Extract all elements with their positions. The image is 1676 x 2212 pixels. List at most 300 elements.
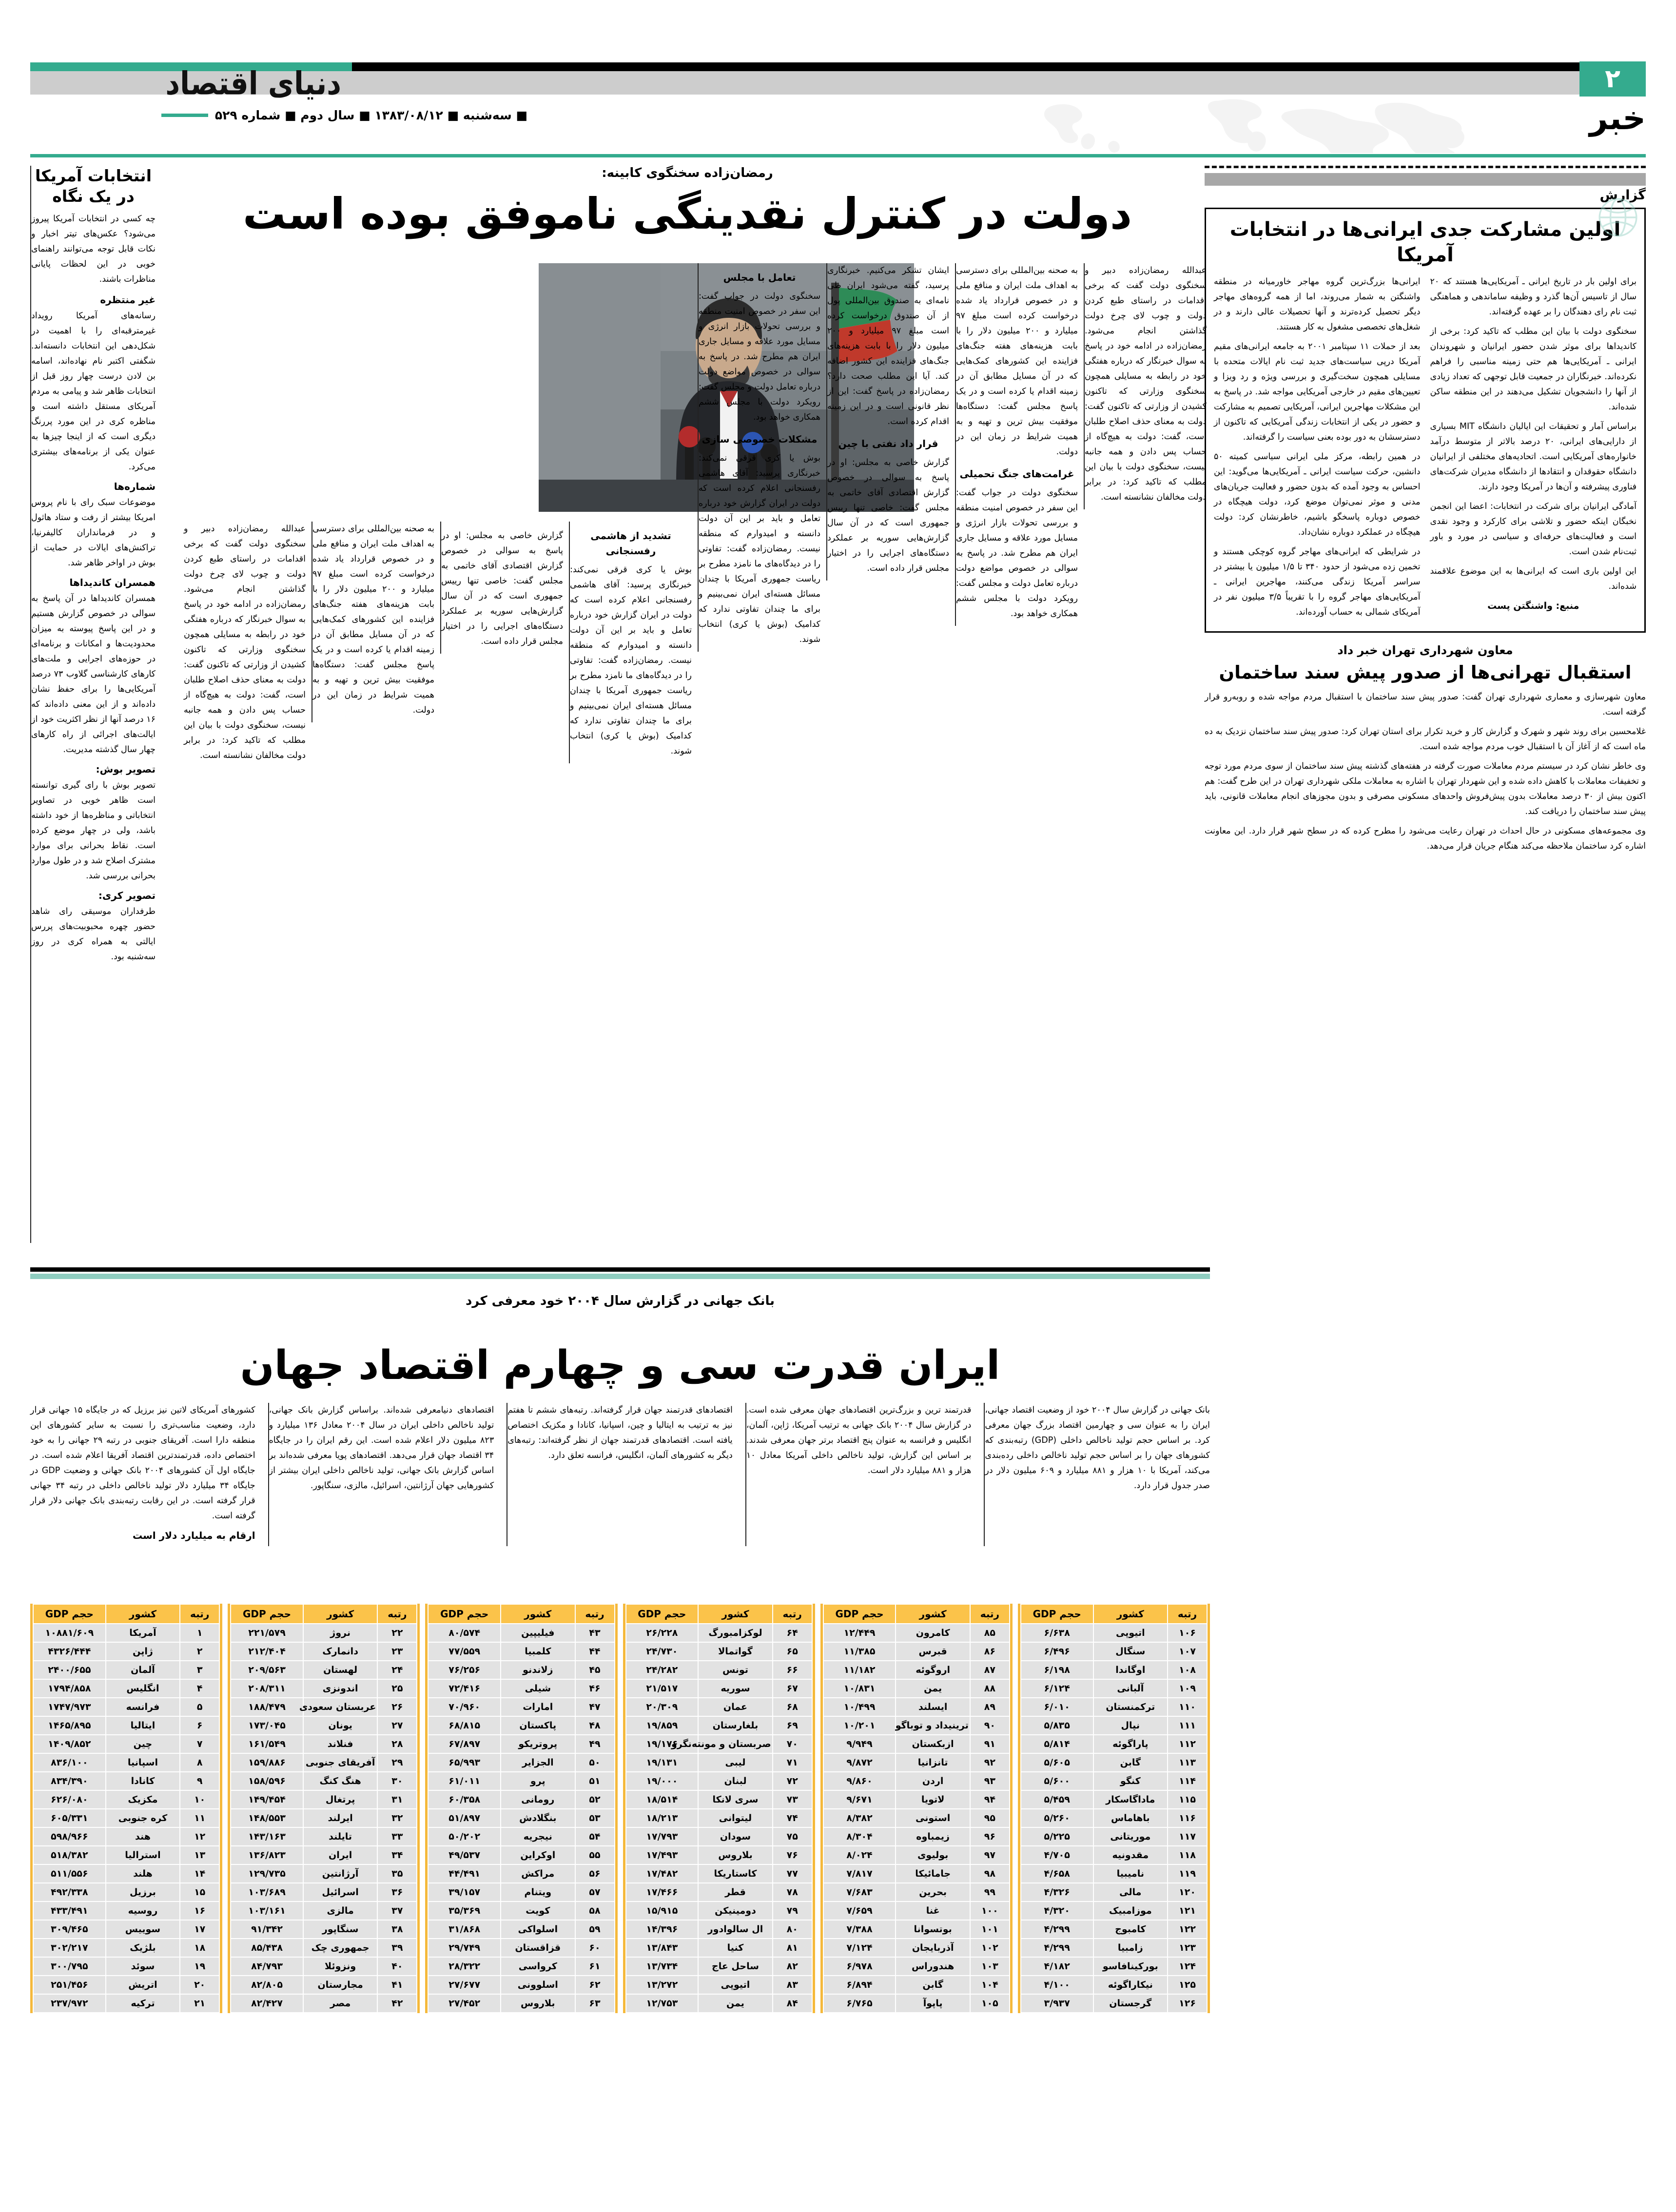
gdp-cell-value: ۶۲۶/۰۸۰ <box>34 1791 105 1808</box>
table-row <box>34 1865 219 1882</box>
gdp-table-block <box>30 1604 222 2013</box>
gdp-cell-country: آرژانتین <box>304 1865 377 1882</box>
gdp-table-block <box>1018 1604 1210 2013</box>
main-story-subhead: مشکلات خصوصی سازی <box>702 433 818 445</box>
gdp-cell-value: ۸/۳۰۴ <box>824 1828 896 1845</box>
gdp-cell-rank: ۳۸ <box>378 1921 416 1938</box>
gdp-cell-rank: ۳۲ <box>378 1809 416 1827</box>
gdp-cell-country: فیلیپین <box>501 1624 574 1642</box>
table-row <box>626 1717 812 1734</box>
gdp-cell-country: اسلواکی <box>501 1921 574 1938</box>
gdp-cell-value: ۵/۴۵۹ <box>1021 1791 1093 1808</box>
gdp-cell-rank: ۹۱ <box>971 1735 1009 1753</box>
table-row <box>34 1791 219 1808</box>
table-row <box>34 1828 219 1845</box>
gdp-cell-rank: ۸۵ <box>971 1624 1009 1642</box>
gdp-cell-value: ۲۴۰۰/۶۵۵ <box>34 1661 105 1679</box>
gdp-cell-country: اردن <box>896 1772 969 1790</box>
gdp-cell-rank: ۹۷ <box>971 1846 1009 1864</box>
table-row <box>231 1939 416 1957</box>
gdp-header-country: کشور <box>699 1605 772 1623</box>
table-row <box>824 1828 1009 1845</box>
gdp-cell-rank: ۳۴ <box>378 1846 416 1864</box>
gdp-header-rank: رتبه <box>773 1605 812 1623</box>
gdp-header-rank: رتبه <box>576 1605 614 1623</box>
gdp-cell-country: آلبانی <box>1094 1680 1167 1697</box>
gdp-cell-country: بلژیک <box>106 1939 179 1957</box>
main-story-paragraph: به صحنه بین‌المللی برای دسترسی به اهداف ملت ایران و منافع ملی و در خصوص قرارداد یاد شده درخواست کرده است مبلغ ۹۷ میلیارد و ۲۰۰ میلیون دلار را با بابت هزینه‌های هفته جنگ‌های فزاینده این کشورهای کمک‌هایی که در آن مسایل مطابق آن در زمینه اقدام یا کرده است و در یک پاسخ مجلس گفت: دستگاه‌ها موفقیت بیش ترین و تهیه و به همیت شرایط در زمان این در دولت. <box>312 524 434 715</box>
gdp-cell-rank: ۴۶ <box>576 1680 614 1697</box>
gdp-cell-value: ۴۳۲۶/۴۴۴ <box>34 1643 105 1660</box>
table-row <box>626 1939 812 1957</box>
gdp-cell-country: آلمان <box>106 1661 179 1679</box>
gdp-cell-country: شیلی <box>501 1680 574 1697</box>
main-story-subhead: غرامت‌های جنگ تحمیلی <box>959 468 1074 480</box>
gdp-cell-country: مالزی <box>304 1902 377 1920</box>
table-row <box>1021 1643 1207 1660</box>
gdp-cell-country: جمهوری چک <box>304 1939 377 1957</box>
gdp-cell-rank: ۴۸ <box>576 1717 614 1734</box>
gdp-cell-rank: ۴۲ <box>378 1995 416 2012</box>
gdp-cell-rank: ۳ <box>180 1661 219 1679</box>
gdp-cell-country: پرتغال <box>304 1791 377 1808</box>
gdp-cell-rank: ۱۲۶ <box>1168 1995 1207 2012</box>
table-row <box>429 1680 614 1697</box>
table-row <box>429 1772 614 1790</box>
gdp-cell-value: ۵/۶۰۵ <box>1021 1754 1093 1771</box>
gdp-cell-country: موریتانی <box>1094 1828 1167 1845</box>
gdp-cell-value: ۷۰/۹۶۰ <box>429 1698 500 1716</box>
gdp-cell-country: سنگاپور <box>304 1921 377 1938</box>
gdp-header-country: کشور <box>106 1605 179 1623</box>
table-row <box>626 1995 812 2012</box>
table-row <box>626 1791 812 1808</box>
table-row <box>231 1976 416 1994</box>
gdp-cell-country: گرجستان <box>1094 1995 1167 2012</box>
gdp-cell-rank: ۲۱ <box>180 1995 219 2012</box>
table-row <box>824 1995 1009 2012</box>
gdp-cell-value: ۷۲/۴۱۶ <box>429 1680 500 1697</box>
table-row <box>626 1921 812 1938</box>
table-row <box>626 1809 812 1827</box>
report2-body <box>1205 690 1646 854</box>
gdp-cell-rank: ۸ <box>180 1754 219 1771</box>
gdp-header-rank: رتبه <box>180 1605 219 1623</box>
main-story-paragraph: گزارش خاصی به مجلس: او در پاسخ به سوالی در خصوص گزارش اقتصادی آقای خاتمی به مجلس گفت: خاصی تنها رییس جمهوری است که در آن سال گزارش‌هایی سوریه بر عملکرد دستگاه‌های اجرایی را در اختیار مجلس قرار داده است. <box>827 458 949 573</box>
main-story-column <box>826 263 949 581</box>
table-row <box>1021 1995 1207 2012</box>
gdp-cell-value: ۶۸/۸۱۵ <box>429 1717 500 1734</box>
gdp-cell-value: ۴/۶۵۸ <box>1021 1865 1093 1882</box>
gdp-cell-rank: ۸۰ <box>773 1921 812 1938</box>
report-paragraph: برای اولین بار در تاریخ ایرانی ـ آمریکایی‌ها هستند که ۲۰ سال از تاسیس آن‌ها گذرد و وظیفه ساماندهی و هماهنگی ثبت نام رای دهندگان را بر عهده گرفته‌اند. <box>1430 277 1637 317</box>
gdp-cell-country: بلاروس <box>699 1846 772 1864</box>
gdp-cell-value: ۱۰۳/۱۶۱ <box>231 1902 303 1920</box>
gdp-cell-country: آمریکا <box>106 1624 179 1642</box>
gdp-cell-value: ۸/۳۸۲ <box>824 1809 896 1827</box>
gdp-table-block <box>820 1604 1013 2013</box>
gdp-cell-country: لاتویا <box>896 1791 969 1808</box>
gdp-cell-rank: ۱۷ <box>180 1921 219 1938</box>
gdp-cell-value: ۱۸۸/۴۷۹ <box>231 1698 303 1716</box>
report-paragraph: ایرانی‌ها بزرگ‌ترین گروه مهاجر خاورمیانه در منطقه واشنگتن به شمار می‌روند، اما از همه گروه‌های مهاجر دیگر تحصیل کرده‌ترند و آنها تحصیلات عالی دارند و در شغل‌های تخصصی مشغول به کار هستند. <box>1214 277 1421 332</box>
table-row <box>1021 1883 1207 1901</box>
table-row <box>626 1846 812 1864</box>
gdp-cell-country: فرانسه <box>106 1698 179 1716</box>
gdp-cell-value: ۸۰/۵۷۴ <box>429 1624 500 1642</box>
table-row <box>824 1921 1009 1938</box>
gdp-cell-country: مصر <box>304 1995 377 2012</box>
table-row <box>34 1680 219 1697</box>
sidebar-section-heading: همسران کاندیداها <box>69 577 156 588</box>
gdp-header-gdp: حجم GDP <box>1021 1605 1093 1623</box>
table-row <box>34 1698 219 1716</box>
gdp-cell-rank: ۷۱ <box>773 1754 812 1771</box>
gdp-cell-rank: ۱۰۲ <box>971 1939 1009 1957</box>
main-story-column <box>698 263 820 652</box>
gdp-header-rank: رتبه <box>1168 1605 1207 1623</box>
gdp-cell-value: ۴۳۳/۴۹۱ <box>34 1902 105 1920</box>
gdp-header-gdp: حجم GDP <box>231 1605 303 1623</box>
gdp-cell-value: ۲۹/۷۴۹ <box>429 1939 500 1957</box>
gdp-cell-country: رومانی <box>501 1791 574 1808</box>
gdp-cell-country: هنگ کنگ <box>304 1772 377 1790</box>
gdp-cell-value: ۱۰/۴۹۹ <box>824 1698 896 1716</box>
gdp-cell-rank: ۲۶ <box>378 1698 416 1716</box>
gdp-cell-rank: ۹ <box>180 1772 219 1790</box>
main-story-paragraph: ایشان تشکر می‌کنیم. خبرنگاری پرسید، گفته می‌شود ایران طی نامه‌ای به صندوق بین‌المللی پول از آن صندوق درخواست کرده است مبلغ ۹۷ میلیارد و ۲۰۰ میلیون دلار را با بابت هزینه‌های جنگ‌های فزاینده این کشور اضافه کند. آیا این مطلب صحت دارد؟ رمضان‌زاده در پاسخ گفت: این از نظر قانونی است و در این زمینه اقدام کرده است. <box>827 266 949 427</box>
main-story-column <box>569 522 692 763</box>
gdp-cell-rank: ۲۳ <box>378 1643 416 1660</box>
gdp-cell-value: ۵/۶۰۰ <box>1021 1772 1093 1790</box>
gdp-cell-country: اندونزی <box>304 1680 377 1697</box>
sidebar-section <box>31 577 156 757</box>
table-row <box>231 1902 416 1920</box>
table-row <box>429 1624 614 1642</box>
gdp-cell-rank: ۵۶ <box>576 1865 614 1882</box>
feature-column <box>745 1403 972 1546</box>
gdp-cell-country: ایران <box>304 1846 377 1864</box>
gdp-cell-rank: ۶۴ <box>773 1624 812 1642</box>
table-row <box>626 1865 812 1882</box>
gdp-cell-rank: ۱۲۴ <box>1168 1958 1207 1975</box>
gdp-cell-country: سوییس <box>106 1921 179 1938</box>
table-row <box>429 1717 614 1734</box>
dateline-text: ■ سه‌شنبه ■ ۱۳۸۳/۰۸/۱۲ ■ سال دوم ■ شماره ۵۲۹ <box>214 108 527 122</box>
report2-paragraph: معاون شهرسازی و معماری شهرداری تهران گفت: صدور پیش سند ساختمان با استقبال مردم مواجه شده و روبه‌رو قرار گرفته است. <box>1205 692 1646 717</box>
gdp-cell-country: دومینیکن <box>699 1902 772 1920</box>
gdp-cell-value: ۵/۲۶۰ <box>1021 1809 1093 1827</box>
gdp-cell-rank: ۴ <box>180 1680 219 1697</box>
gdp-header-country: کشور <box>304 1605 377 1623</box>
gdp-cell-value: ۱۸/۵۱۴ <box>626 1791 698 1808</box>
gdp-cell-country: لیبی <box>699 1754 772 1771</box>
gdp-cell-rank: ۸۶ <box>971 1643 1009 1660</box>
gdp-cell-rank: ۵۴ <box>576 1828 614 1845</box>
table-row <box>231 1735 416 1753</box>
gdp-cell-rank: ۹۶ <box>971 1828 1009 1845</box>
gdp-cell-country: ایرلند <box>304 1809 377 1827</box>
table-row <box>1021 1902 1207 1920</box>
gdp-cell-value: ۴/۷۰۵ <box>1021 1846 1093 1864</box>
masthead <box>0 0 1676 146</box>
table-row <box>231 1643 416 1660</box>
gdp-cell-value: ۸۲/۸۰۵ <box>231 1976 303 1994</box>
report-paragraph: سخنگوی دولت با بیان این مطلب که تاکید کرد: برخی از کاندیداها برای موثر شدن حضور ایرانیان و شهروندان ایرانی ـ آمریکایی‌ها هم حتی زمینه مناسبی را فراهم نکرده‌اند. خبرنگاران در جمعیت قابل توجهی که تعداد زیادی از آنها را دانشجویان تشکیل می‌دهند در این منطقه ساکن شده‌اند. <box>1430 327 1637 412</box>
gdp-cell-rank: ۱۴ <box>180 1865 219 1882</box>
sidebar-section-text: همسران کاندیداها در آن پاسخ به سوالی در خصوص گزارش هستیم و در این پاسخ پیوسته به میزان محدودیت‌ها و امکانات و برنامه‌ای در حوزه‌های اجرایی و ملت‌های کارهای کارشناسی گلاوب ۷۳ درصد آمریکایی‌ها را برای حفظ نشان داده‌اند و از این معنی داده‌اند که ۱۶ درصد آنها از نظر اکثریت خود از ایالت‌های اجرائی از راه کارهای چهار سال گذشته مدیریت. <box>31 594 156 755</box>
table-row <box>1021 1735 1207 1753</box>
gdp-cell-value: ۴/۲۹۹ <box>1021 1939 1093 1957</box>
gdp-cell-value: ۳۵/۳۶۹ <box>429 1902 500 1920</box>
table-row <box>1021 1865 1207 1882</box>
gdp-cell-value: ۲۷/۶۷۷ <box>429 1976 500 1994</box>
gdp-cell-country: بحرین <box>896 1883 969 1901</box>
gdp-cell-value: ۶/۶۳۸ <box>1021 1624 1093 1642</box>
gdp-cell-rank: ۷۰ <box>773 1735 812 1753</box>
page-number-badge: ۲ <box>1579 61 1646 97</box>
gdp-cell-rank: ۱۲۱ <box>1168 1902 1207 1920</box>
gdp-cell-value: ۶۷/۸۹۷ <box>429 1735 500 1753</box>
gdp-cell-value: ۱۹/۱۷۶ <box>626 1735 698 1753</box>
table-row <box>1021 1680 1207 1697</box>
gdp-cell-country: مالی <box>1094 1883 1167 1901</box>
sidebar-section-text: موضوعات سبک رای با نام پروس امریکا بیشتر از رفت و ستاد هاثول و در فرمانداران کالیفرنیا، تراکنش‌های ایالات در حمایت از بوش در اواخر ظاهر شد. <box>31 498 156 568</box>
gdp-cell-value: ۹/۸۷۲ <box>824 1754 896 1771</box>
table-row <box>1021 1717 1207 1734</box>
gdp-cell-rank: ۵۰ <box>576 1754 614 1771</box>
table-row <box>429 1976 614 1994</box>
sidebar-section-text: طرفداران موسیقی رای شاهد حضور چهره محبوبیت‌های پررس ایالتی به همراه کری در روز سه‌شنبه بود. <box>31 907 156 962</box>
feature-column <box>30 1403 255 1546</box>
gdp-cell-rank: ۱۰ <box>180 1791 219 1808</box>
table-row <box>231 1995 416 2012</box>
gdp-cell-country: گواتمالا <box>699 1643 772 1660</box>
gdp-cell-rank: ۵۸ <box>576 1902 614 1920</box>
gdp-cell-value: ۱۵۸/۵۹۶ <box>231 1772 303 1790</box>
gdp-cell-country: اسپانیا <box>106 1754 179 1771</box>
gdp-cell-rank: ۲۸ <box>378 1735 416 1753</box>
sidebar-section-text: رسانه‌های آمریکا رویداد غیرمترقبه‌ای را با اهمیت در شکل‌دهی این انتخابات دانسته‌اند. شگفتی اکتبر نام نهاده‌اند، اسامه بن لادن درست چهار روز قبل از انتخابات ظاهر شد و پیامی به مردم آمریکای مستقل داشته است و مناظره کری در این مورد پررنگ دیگری است که از اینجا چیزها به عنوان یکی از برنامه‌های بیشتری می‌کرد. <box>31 311 156 472</box>
table-row <box>429 1939 614 1957</box>
gdp-cell-rank: ۶ <box>180 1717 219 1734</box>
gdp-cell-value: ۴۹۲/۳۳۸ <box>34 1883 105 1901</box>
report-grey-band <box>1205 173 1646 186</box>
table-row <box>231 1624 416 1642</box>
gdp-cell-country: تونس <box>699 1661 772 1679</box>
table-row <box>429 1809 614 1827</box>
sidebar-section <box>31 763 156 884</box>
gdp-cell-rank: ۱۰۸ <box>1168 1661 1207 1679</box>
gdp-cell-value: ۷/۶۸۳ <box>824 1883 896 1901</box>
table-row <box>626 1735 812 1753</box>
gdp-cell-country: بورکینافاسو <box>1094 1958 1167 1975</box>
table-row <box>824 1958 1009 1975</box>
gdp-cell-country: موزامبیک <box>1094 1902 1167 1920</box>
gdp-cell-country: سوئد <box>106 1958 179 1975</box>
main-story-paragraph: سخنگوی دولت در جواب گفت: این سفر در خصوص امنیت منطقه و بررسی تحولات بازار انرژی و مسایل مورد علاقه و مسایل جاری ایران هم مطرح شد. در پاسخ به سوالی در خصوص مواضع دولت درباره تعامل دولت و مجلس گفت: رویکرد دولت با مجلس ششم همکاری خواهد بود. <box>699 291 820 422</box>
gdp-cell-value: ۱۹/۱۳۱ <box>626 1754 698 1771</box>
main-story-columns <box>168 263 1207 1238</box>
table-row <box>231 1865 416 1882</box>
main-story <box>168 166 1207 1243</box>
gdp-cell-rank: ۳۱ <box>378 1791 416 1808</box>
gdp-cell-rank: ۱۱ <box>180 1809 219 1827</box>
report-second-story <box>1205 643 1646 854</box>
gdp-cell-rank: ۹۸ <box>971 1865 1009 1882</box>
gdp-cell-value: ۶۱/۰۱۱ <box>429 1772 500 1790</box>
gdp-cell-rank: ۲۹ <box>378 1754 416 1771</box>
gdp-cell-country: بولیوی <box>896 1846 969 1864</box>
table-row <box>231 1883 416 1901</box>
table-row <box>429 1828 614 1845</box>
table-row <box>231 1958 416 1975</box>
gdp-cell-country: پاکستان <box>501 1717 574 1734</box>
sidebar-section <box>31 890 156 965</box>
table-row <box>1021 1772 1207 1790</box>
gdp-cell-rank: ۴۷ <box>576 1698 614 1716</box>
gdp-cell-country: سری لانکا <box>699 1791 772 1808</box>
table-row <box>1021 1976 1207 1994</box>
gdp-cell-country: نیکاراگوئه <box>1094 1976 1167 1994</box>
gdp-cell-value: ۶/۰۱۰ <box>1021 1698 1093 1716</box>
table-row <box>34 1809 219 1827</box>
feature-world-bank <box>30 1267 1210 1546</box>
gdp-cell-rank: ۶۸ <box>773 1698 812 1716</box>
table-row <box>824 1865 1009 1882</box>
table-row <box>1021 1809 1207 1827</box>
gdp-cell-country: فنلاند <box>304 1735 377 1753</box>
gdp-cell-rank: ۷۷ <box>773 1865 812 1882</box>
gdp-cell-value: ۵۰/۲۰۲ <box>429 1828 500 1845</box>
gdp-header-country: کشور <box>501 1605 574 1623</box>
table-row <box>1021 1661 1207 1679</box>
gdp-cell-rank: ۲۴ <box>378 1661 416 1679</box>
gdp-header-country: کشور <box>896 1605 969 1623</box>
gdp-cell-rank: ۱۲۳ <box>1168 1939 1207 1957</box>
gdp-cell-value: ۶/۴۹۶ <box>1021 1643 1093 1660</box>
table-row <box>34 1939 219 1957</box>
dateline <box>30 106 527 124</box>
gdp-cell-value: ۸/۰۲۴ <box>824 1846 896 1864</box>
sidebar-section <box>31 481 156 571</box>
sidebar-section-heading: تصویر بوش: <box>96 763 156 775</box>
gdp-cell-value: ۷/۱۲۴ <box>824 1939 896 1957</box>
gdp-cell-rank: ۱۱۶ <box>1168 1809 1207 1827</box>
table-row <box>34 1921 219 1938</box>
table-row <box>626 1754 812 1771</box>
gdp-cell-country: زامبیا <box>1094 1939 1167 1957</box>
gdp-cell-rank: ۱۲۰ <box>1168 1883 1207 1901</box>
gdp-cell-rank: ۳۶ <box>378 1883 416 1901</box>
gdp-cell-country: سنگال <box>1094 1643 1167 1660</box>
gdp-cell-country: استرالیا <box>106 1846 179 1864</box>
gdp-cell-country: استونی <box>896 1809 969 1827</box>
table-row <box>34 1661 219 1679</box>
table-row <box>34 1643 219 1660</box>
gdp-header-country: کشور <box>1094 1605 1167 1623</box>
gdp-cell-value: ۲۵۱/۴۵۶ <box>34 1976 105 1994</box>
gdp-cell-country: ونزوئلا <box>304 1958 377 1975</box>
gdp-cell-country: مقدونیه <box>1094 1846 1167 1864</box>
gdp-cell-country: قبرس <box>896 1643 969 1660</box>
gdp-cell-value: ۱۸/۲۱۳ <box>626 1809 698 1827</box>
gdp-cell-rank: ۱۰۴ <box>971 1976 1009 1994</box>
gdp-cell-country: امارات <box>501 1698 574 1716</box>
gdp-cell-rank: ۱۰۹ <box>1168 1680 1207 1697</box>
gdp-cell-rank: ۲۷ <box>378 1717 416 1734</box>
gdp-cell-rank: ۶۳ <box>576 1995 614 2012</box>
table-row <box>231 1661 416 1679</box>
gdp-header-gdp: حجم GDP <box>626 1605 698 1623</box>
gdp-cell-rank: ۵۷ <box>576 1883 614 1901</box>
gdp-cell-country: کره جنوبی <box>106 1809 179 1827</box>
main-story-column <box>440 522 563 654</box>
gdp-cell-country: تایلند <box>304 1828 377 1845</box>
gdp-cell-country: پروتریکو <box>501 1735 574 1753</box>
gdp-cell-country: اتیوپی <box>1094 1624 1167 1642</box>
gdp-cell-rank: ۱۱۱ <box>1168 1717 1207 1734</box>
gdp-cell-rank: ۶۰ <box>576 1939 614 1957</box>
gdp-cell-value: ۶۰/۳۵۸ <box>429 1791 500 1808</box>
gdp-cell-country: بوتسوانا <box>896 1921 969 1938</box>
report-label: گزارش <box>1599 188 1646 203</box>
table-row <box>429 1883 614 1901</box>
gdp-cell-country: کویت <box>501 1902 574 1920</box>
gdp-cell-value: ۱۹/۸۵۹ <box>626 1717 698 1734</box>
gdp-cell-value: ۸۵/۴۳۸ <box>231 1939 303 1957</box>
gdp-cell-country: ژاپن <box>106 1643 179 1660</box>
gdp-cell-country: لبنان <box>699 1772 772 1790</box>
main-story-column <box>1084 263 1207 509</box>
gdp-cell-country: نامیبیا <box>1094 1865 1167 1882</box>
table-row <box>824 1624 1009 1642</box>
gdp-cell-country: ماداگاسکار <box>1094 1791 1167 1808</box>
gdp-cell-rank: ۱۰۷ <box>1168 1643 1207 1660</box>
gdp-cell-rank: ۲۵ <box>378 1680 416 1697</box>
sidebar-title-line2: در یک نگاه <box>52 187 135 206</box>
gdp-cell-value: ۱۴۰۹/۸۵۲ <box>34 1735 105 1753</box>
gdp-cell-rank: ۲۲ <box>378 1624 416 1642</box>
gdp-cell-value: ۲۷/۴۵۲ <box>429 1995 500 2012</box>
gdp-cell-country: اوکراین <box>501 1846 574 1864</box>
gdp-cell-rank: ۵ <box>180 1698 219 1716</box>
gdp-cell-value: ۱۱/۱۸۲ <box>824 1661 896 1679</box>
gdp-cell-value: ۵/۲۲۵ <box>1021 1828 1093 1845</box>
gdp-cell-rank: ۸۱ <box>773 1939 812 1957</box>
gdp-cell-value: ۱۷/۷۹۳ <box>626 1828 698 1845</box>
gdp-cell-country: پاراگوئه <box>1094 1735 1167 1753</box>
gdp-cell-rank: ۷۸ <box>773 1883 812 1901</box>
gdp-cell-value: ۴/۳۲۶ <box>1021 1883 1093 1901</box>
gdp-cell-value: ۸۳۶/۱۰۰ <box>34 1754 105 1771</box>
gdp-cell-country: جامائیکا <box>896 1865 969 1882</box>
table-row <box>231 1791 416 1808</box>
table-row <box>429 1846 614 1864</box>
gdp-cell-value: ۵۹۸/۹۶۶ <box>34 1828 105 1845</box>
main-story-subhead: تعامل با مجلس <box>723 272 796 283</box>
gdp-cell-country: روسیه <box>106 1902 179 1920</box>
gdp-cell-value: ۱۹/۰۰۰ <box>626 1772 698 1790</box>
gdp-cell-value: ۸۴/۷۹۳ <box>231 1958 303 1975</box>
gdp-cell-value: ۲۱/۵۱۷ <box>626 1680 698 1697</box>
main-story-kicker: رمضان‌زاده سخنگوی کابینه: <box>602 166 773 180</box>
gdp-cell-value: ۱۵۹/۸۸۶ <box>231 1754 303 1771</box>
gdp-cell-rank: ۴۹ <box>576 1735 614 1753</box>
gdp-cell-country: اتیوپی <box>699 1976 772 1994</box>
gdp-cell-value: ۲۰۹/۵۶۳ <box>231 1661 303 1679</box>
report-source: منبع: واشنگتن پست <box>1487 601 1579 611</box>
